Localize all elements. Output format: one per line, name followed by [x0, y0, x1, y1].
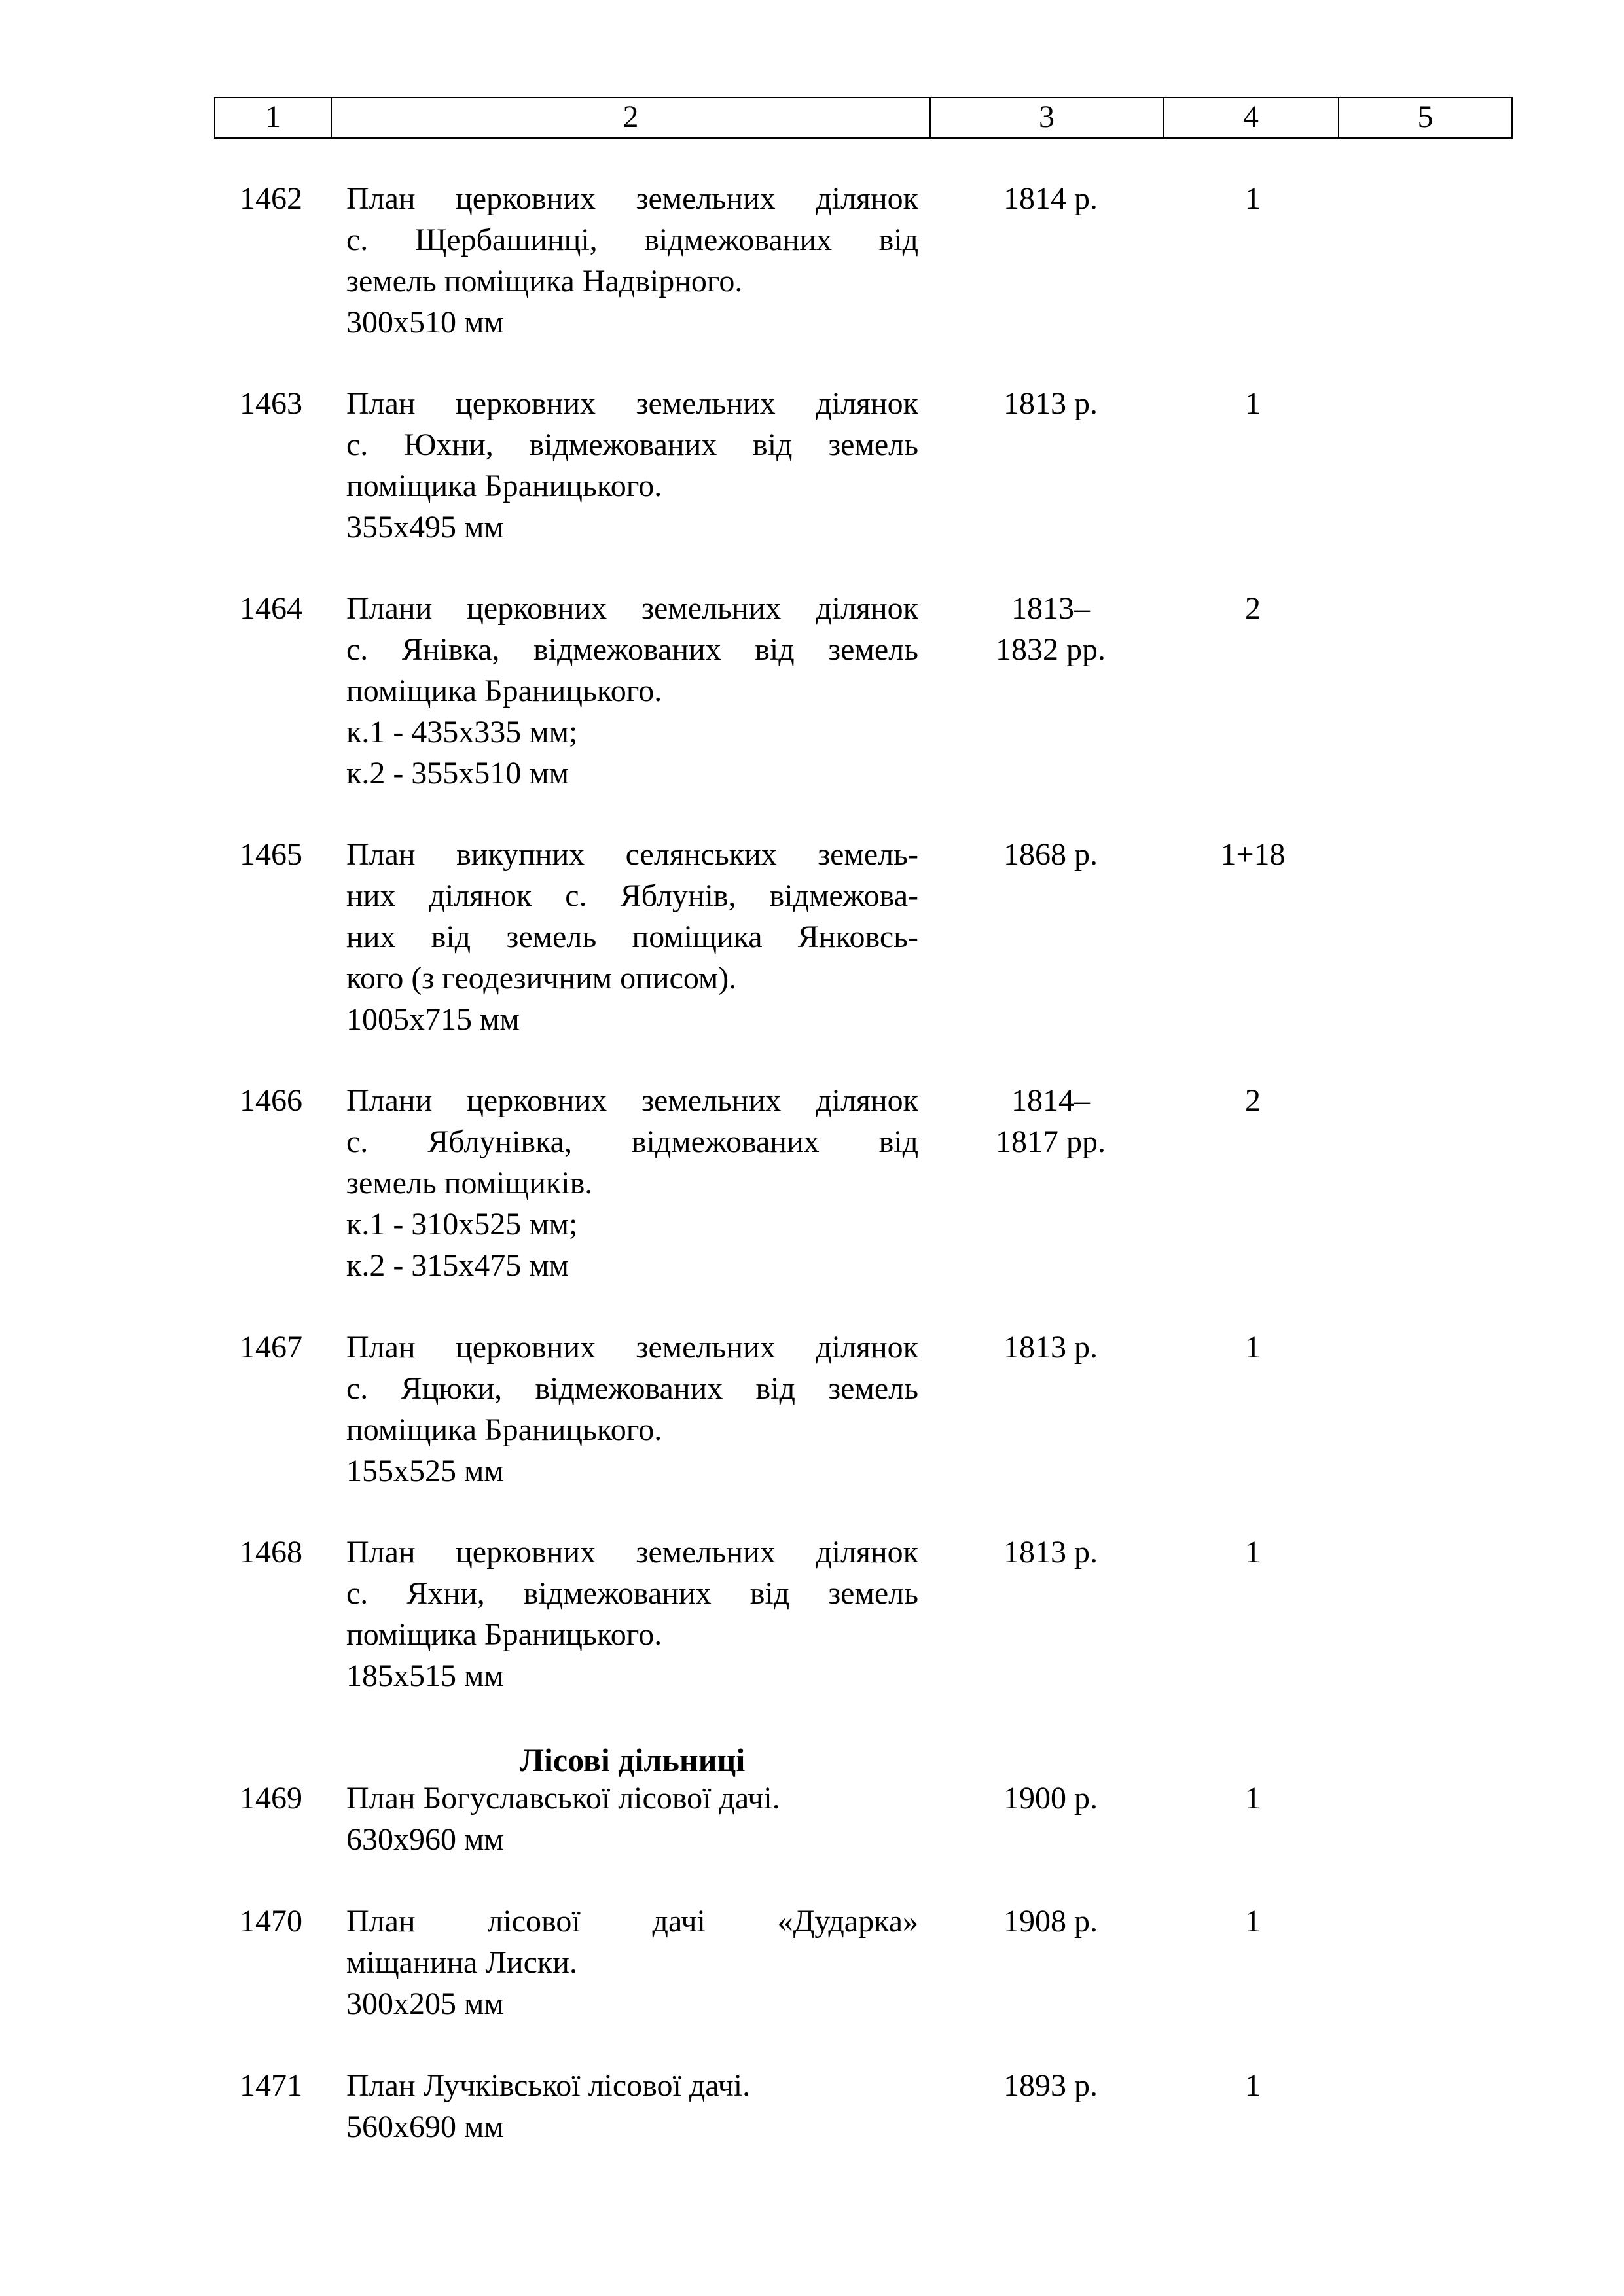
entry-count: 1: [1245, 1904, 1261, 1939]
entry-date-line: 1813 р.: [1003, 386, 1098, 421]
entry-date: [949, 1327, 1152, 1368]
entry-number: 1469: [240, 1781, 302, 1816]
entry-number: 1470: [240, 1904, 302, 1939]
entry-size: 1005х715 мм: [346, 1002, 520, 1037]
entry-count: 1: [1245, 2068, 1261, 2103]
entry-description-line: земель поміщиків.: [346, 1166, 593, 1200]
entry-number: 1463: [240, 386, 302, 421]
entry-date-line: 1813 р.: [1003, 1330, 1098, 1365]
entry-date: [949, 178, 1152, 219]
entry-number: 1465: [240, 837, 302, 872]
entry-description-line: поміщика Браницького.: [346, 469, 662, 503]
entry-description-line: План Лучківської лісової дачі.: [346, 2068, 751, 2103]
column-header-1: 1: [215, 98, 332, 137]
entry-count: 1: [1245, 1330, 1261, 1365]
entry-description: [346, 1532, 918, 1696]
entry-size: 300х205 мм: [346, 1986, 504, 2021]
entry-description: [346, 588, 918, 794]
entry-date-line: 1832 рр.: [996, 632, 1106, 667]
entry-description: [346, 383, 918, 548]
entry-description-line: міщанина Лиски.: [346, 1945, 577, 1980]
entry-description-line: План церковних земельних ділянок: [346, 1535, 918, 1570]
entry-date-line: 1908 р.: [1003, 1904, 1098, 1939]
entry-count: 2: [1245, 1083, 1261, 1118]
entry-description-line: к.1 - 310х525 мм;: [346, 1207, 578, 1242]
entry-size: 155х525 мм: [346, 1454, 504, 1488]
entry-date-line: 1814 р.: [1003, 181, 1098, 216]
entry-date: [949, 1080, 1152, 1162]
entry-description: [346, 178, 918, 343]
entry-size: 300х510 мм: [346, 305, 504, 340]
entry-number: 1464: [240, 591, 302, 626]
entry-description-line: поміщика Браницького.: [346, 1412, 662, 1447]
entry-number: 1462: [240, 181, 302, 216]
entry-number: 1468: [240, 1535, 302, 1570]
entry-size: 630х960 мм: [346, 1822, 504, 1857]
column-header-5: 5: [1417, 99, 1434, 134]
entry-date: [949, 1778, 1152, 1819]
entry-description-line: План лісової дачі «Дударка»: [346, 1904, 918, 1939]
entry-date: [949, 1901, 1152, 1942]
entry-description-line: План церковних земельних ділянок: [346, 1330, 918, 1365]
entry-size: к.2 - 355х510 мм: [346, 756, 569, 791]
entry-description: [346, 2065, 918, 2147]
entry-description-line: План церковних земельних ділянок: [346, 386, 918, 421]
entry-description-line: кого (з геодезичним описом).: [346, 961, 737, 996]
entry-description-line: Плани церковних земельних ділянок: [346, 591, 918, 626]
entry-number: 1466: [240, 1083, 302, 1118]
entry-date: [949, 1532, 1152, 1573]
entry-count: 1: [1245, 386, 1261, 421]
entry-count: 1: [1245, 181, 1261, 216]
section-title: Лісові дільниці: [519, 1742, 746, 1778]
column-header-4: 4: [1164, 98, 1339, 137]
entry-description-line: них ділянок с. Яблунів, відмежова-: [346, 878, 918, 913]
entry-description-line: поміщика Браницького.: [346, 1617, 662, 1652]
entry-description-line: План церковних земельних ділянок: [346, 181, 918, 216]
entry-description-line: с. Янівка, відмежованих від земель: [346, 632, 918, 667]
entry-date-line: 1813 р.: [1003, 1535, 1098, 1570]
entry-description: [346, 1080, 918, 1286]
entry-date: [949, 834, 1152, 875]
column-header-3: 3: [931, 98, 1164, 137]
entry-count: 1: [1245, 1781, 1261, 1816]
entry-description: [346, 1327, 918, 1492]
entry-date: [949, 383, 1152, 424]
entry-size: 185х515 мм: [346, 1659, 504, 1693]
entry-description-line: поміщика Браницького.: [346, 673, 662, 708]
entry-date-line: 1813–: [1011, 591, 1090, 626]
entry-date: [949, 588, 1152, 670]
entry-size: 355х495 мм: [346, 510, 504, 545]
entry-date: [949, 2065, 1152, 2106]
entry-description-line: них від земель поміщика Янковсь-: [346, 920, 918, 954]
entry-count: 1: [1245, 1535, 1261, 1570]
entry-description-line: с. Яблунівка, відмежованих від: [346, 1124, 918, 1159]
entry-description-line: с. Яхни, відмежованих від земель: [346, 1576, 918, 1611]
entry-description-line: с. Яцюки, відмежованих від земель: [346, 1371, 918, 1406]
entry-date-line: 1893 р.: [1003, 2068, 1098, 2103]
entry-size: 560х690 мм: [346, 2109, 504, 2144]
entry-description-line: Плани церковних земельних ділянок: [346, 1083, 918, 1118]
entry-description: [346, 834, 918, 1040]
entry-count: 2: [1245, 591, 1261, 626]
entry-description-line: План Богуславської лісової дачі.: [346, 1781, 780, 1816]
entry-date-line: 1900 р.: [1003, 1781, 1098, 1816]
entry-description-line: земель поміщика Надвірного.: [346, 264, 743, 298]
entry-description: [346, 1901, 918, 2024]
entry-date-line: 1814–: [1011, 1083, 1090, 1118]
entry-date-line: 1868 р.: [1003, 837, 1098, 872]
column-header-2: 2: [332, 98, 931, 137]
entry-date-line: 1817 рр.: [996, 1124, 1106, 1159]
entry-size: к.2 - 315х475 мм: [346, 1248, 569, 1283]
entry-description-line: к.1 - 435х335 мм;: [346, 715, 578, 749]
entry-number: 1471: [240, 2068, 302, 2103]
entry-count: 1+18: [1220, 837, 1286, 872]
entry-description-line: с. Щербашинці, відмежованих від: [346, 223, 918, 257]
entry-description: [346, 1778, 918, 1860]
entry-description-line: с. Юхни, відмежованих від земель: [346, 427, 918, 462]
entry-number: 1467: [240, 1330, 302, 1365]
entry-description-line: План викупних селянських земель-: [346, 837, 918, 872]
